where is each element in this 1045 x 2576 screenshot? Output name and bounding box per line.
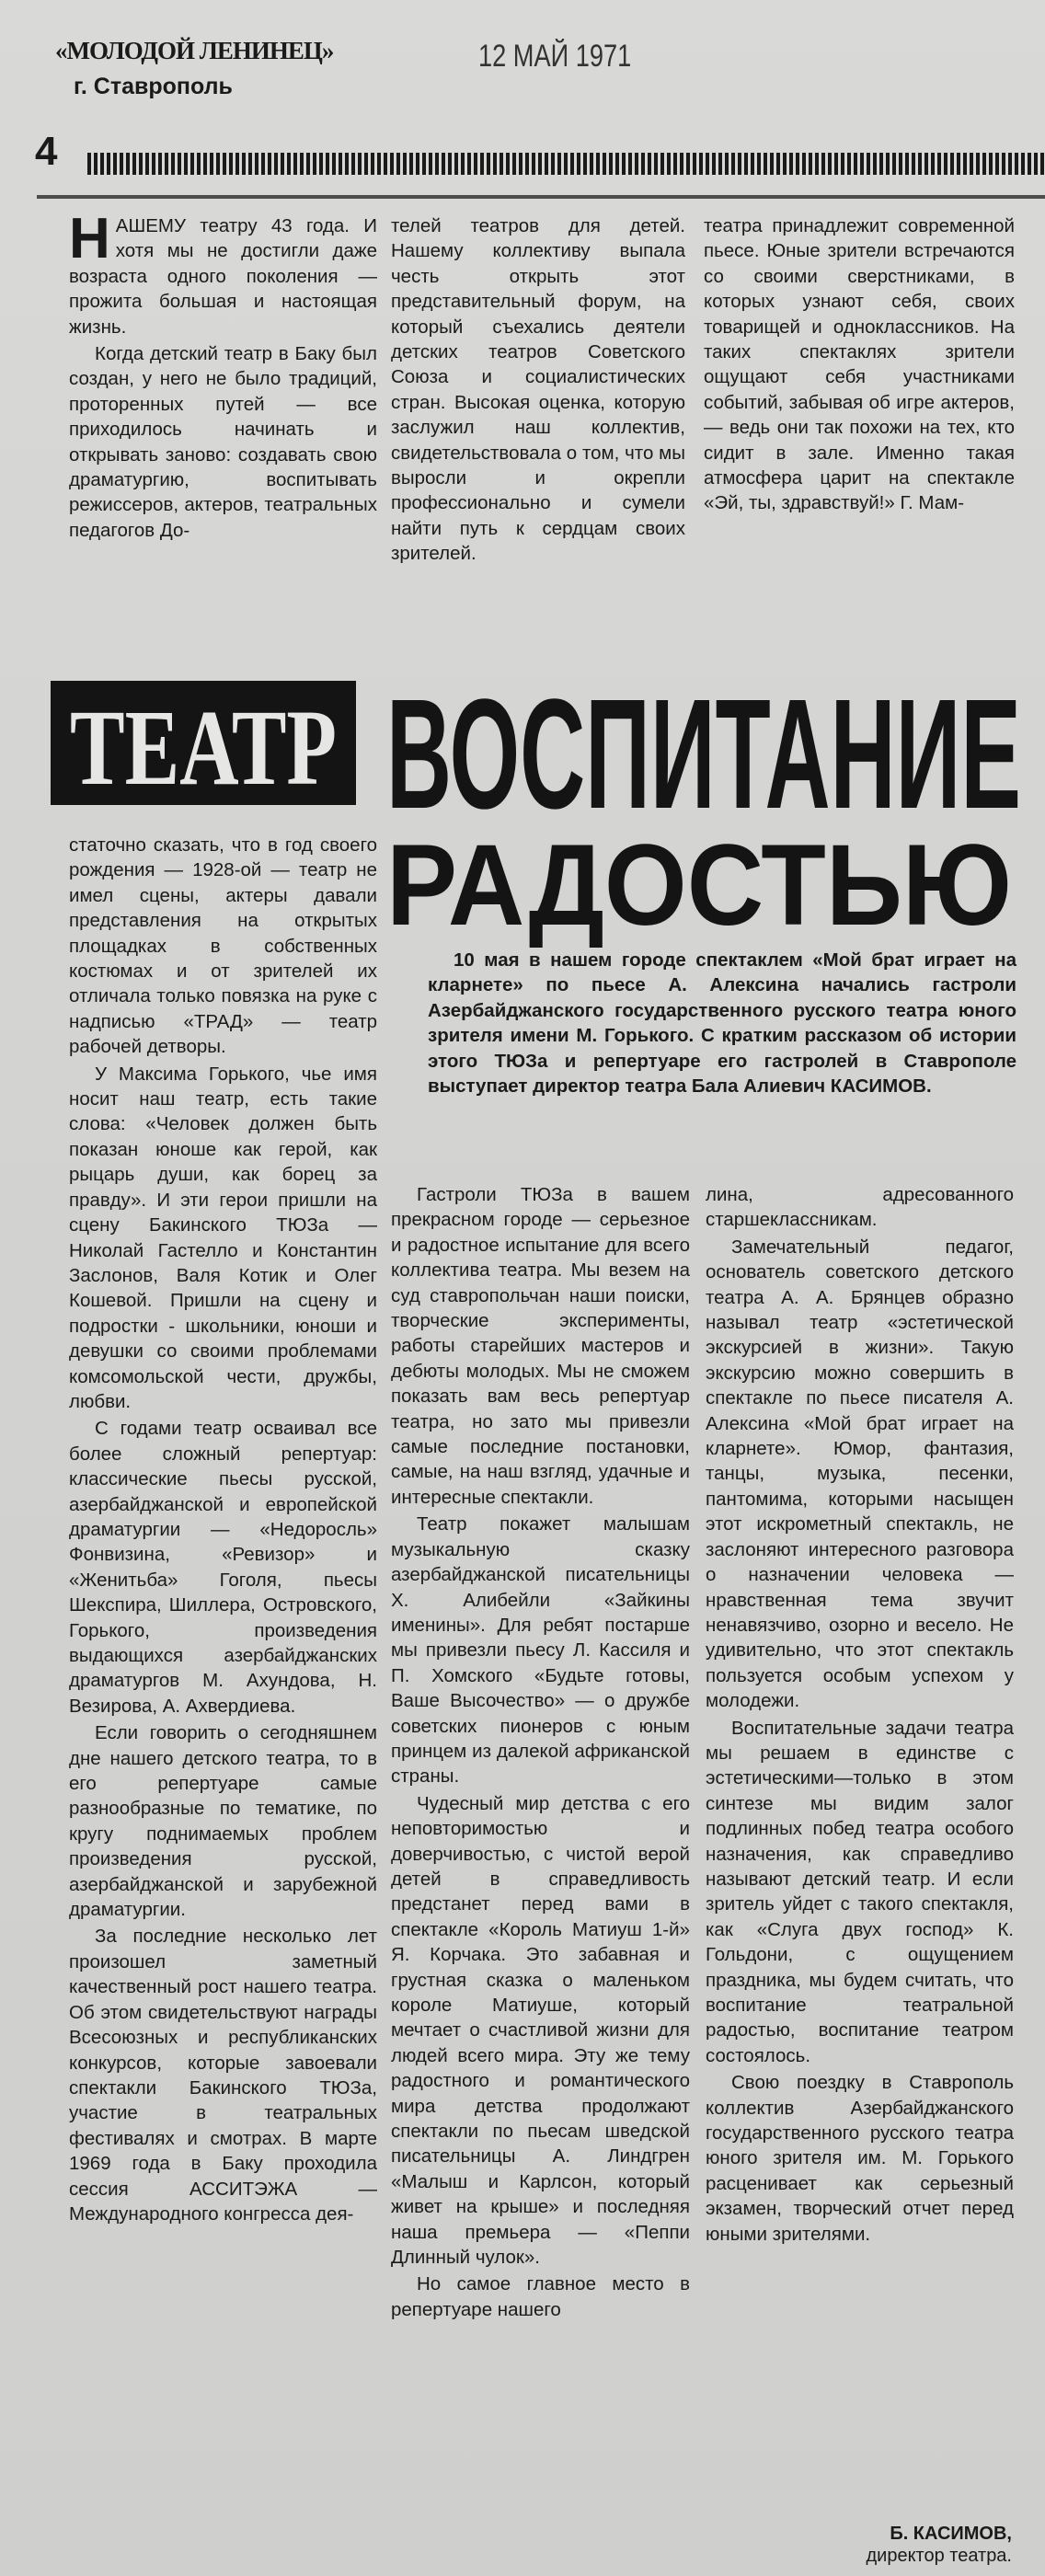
- column-left: [69, 833, 377, 2226]
- column-top-right: [704, 213, 1015, 516]
- paragraph: статочно сказать, что в год своего рождения — 1928-ой — театр не имел сцены, актеры давали представления на открытых площадках в собственных костюмах и от зрителей их отличала только повязка на руке с надписью «ТРАД» — театр рабочей детворы.: [69, 834, 377, 1058]
- paragraph: Свою поездку в Ставрополь коллектив Азербайджанского государственного русского театра юного зрителя им. М. Горького расценивает как серьезный экзамен, творческий отчет перед юными зрителями.: [706, 2072, 1014, 2245]
- paragraph: За последние несколько лет произошел заметный качественный рост нашего театра. Об этом свидетельствуют награды Всесоюзных и республиканских конкурсов, которые завоевали спектакли Бакинского ТЮЗа, участие в театральных фестивалях и смотрах. В марте 1969 года в Баку проходила сессия АССИТЭЖА — Международного конгресса дея-: [69, 1926, 377, 2225]
- author-signature: [754, 2523, 1012, 2567]
- paragraph: У Максима Горького, чье имя носит наш театр, есть такие слова: «Человек должен быть показан юноше как герой, как рыцарь души, как борец за правду». И эти герои пришли на сцену Бакинского ТЮЗа — Николай Гастелло и Константин Заслонов, Валя Котик и Олег Кошевой. Пришли на сцену и подростки - школьники, юноши и девушки со своими проблемами комсомольской чести, дружбы, любви.: [69, 1063, 377, 1412]
- paragraph: лина, адресованного старшеклассникам.: [706, 1184, 1014, 1231]
- column-right: [706, 1182, 1014, 2247]
- column-top-left: [69, 207, 377, 543]
- paragraph: Если говорить о сегодняшнем дне нашего детского театра, то в его репертуаре самые разнообразные по тематике, по кругу поднимаемых проблем произведения русской, азербайджанской и зарубежной драматургии.: [69, 1722, 377, 1921]
- paragraph: Театр покажет малышам музыкальную сказку азербайджанской писательницы Х. Алибейли «Зайкины именины». Для ребят постарше мы привезли пьесу Л. Кассиля и П. Хомского «Будьте готовы, Ваше Высочество» — о дружбе советских пионеров с юным принцем из далекой африканской страны.: [391, 1513, 690, 1788]
- paragraph: Воспитательные задачи театра мы решаем в единстве с эстетическими—только в этом синтезе мы видим залог подлинных побед театра особого назначения, как справедливо называют детский театр. И если зритель уйдет с такого спектакля, как «Слуга двух господ» К. Гольдони, с ощущением праздника, мы будем считать, что воспитание театральной радостью, воспитание театром состоялось.: [706, 1717, 1014, 2066]
- paragraph: Чудесный мир детства с его неповторимостью и доверчивостью, с чистой верой детей в справедливость предстанет перед вами в спектакле «Король Матиуш 1-й» Я. Корчака. Это забавная и грустная сказка о маленьком короле Матиуше, который мечтает о счастливой жизни для людей всего мира. Эту же тему радостного и романтического мира детства продолжают спектакли по пьесам шведской писательницы А. Линдгрен «Малыш и Карлсон, который живет на крыше» и последняя наша премьера — «Пеппи Длинный чулок».: [391, 1792, 690, 2269]
- date-stamp: 12 МАЙ 1971: [478, 39, 632, 74]
- column-top-middle: [391, 213, 685, 567]
- paragraph: Но самое главное место в репертуаре нашего: [391, 2273, 690, 2320]
- paragraph: Замечательный педагог, основатель советского детского театра А. А. Брянцев образно называл театр «эстетической экскурсией в жизни». Такую экскурсию можно совершить в спектакле по пьесе писателя А. Алексина «Мой брат играет на кларнете». Юмор, фантазия, танцы, музыка, песенки, пантомима, которыми насыщен этот искрометный спектакль, не заслоняют интересного разговора о назначении человека — нравственная тема звучит ненавязчиво, озорно и весело. Не удивительно, что этот спектакль пользуется особым успехом у молодежи.: [706, 1236, 1014, 1712]
- author-role: директор театра.: [866, 2546, 1012, 2566]
- headline: [385, 667, 1028, 949]
- author-name: Б. КАСИМОВ,: [890, 2524, 1012, 2544]
- paragraph: Гастроли ТЮЗа в вашем прекрасном городе — серьезное и радостное испытание для всего коллектива театра. Мы везем на суд ставропольчан наши поиски, творческие эксперименты, работы старейших мастеров и дебюты молодых. Мы не сможем показать вам весь репертуар театра, но зато мы привезли самые последние постановки, самые, на наш взгляд, удачные и интересные спектакли.: [391, 1184, 690, 1508]
- paragraph: [69, 207, 377, 339]
- drop-cap: Н: [69, 207, 110, 270]
- page-number: 4: [35, 129, 58, 174]
- divider: [37, 195, 1045, 199]
- dotted-rule: [87, 153, 1045, 175]
- paragraph: С годами театр осваивал все более сложный репертуар: классические пьесы русской, азербайджанской и европейской драматургии — «Недоросль» Фонвизина, «Ревизор» и «Женитьба» Гоголя, пьесы Шекспира, Шиллера, Островского, Горького, произведения выдающихся азербайджанских драматургов М. Ахундова, Н. Везирова, А. Ахвердиева.: [69, 1418, 377, 1717]
- paragraph: телей театров для детей. Нашему коллективу выпала честь открыть этот представительный форум, на который съехались деятели детских театров Советского Союза и социалистических стран. Высокая оценка, которую заслужил наш коллектив, свидетельствовала о том, что мы выросли и окрепли профессионально и сумели найти путь к сердцам своих зрителей.: [391, 215, 685, 565]
- headline-line-2: РАДОСТЬЮ: [386, 822, 1012, 949]
- rubric-badge: [51, 681, 356, 808]
- newspaper-name: «МОЛОДОЙ ЛЕНИНЕЦ»: [55, 37, 334, 64]
- paragraph-text: АШЕМУ театру 43 года. И хотя мы не достигли даже возраста одного поколения — прожита большая и настоящая жизнь.: [69, 215, 377, 338]
- city-label: г. Ставрополь: [74, 74, 233, 99]
- headline-line-1: ВОСПИТАНИЕ: [386, 667, 1021, 842]
- lead-paragraph: 10 мая в нашем городе спектаклем «Мой брат играет на кларнете» по пьесе А. Алексина начались гастроли Азербайджанского государственного русского театра юного зрителя имени М. Горького. С кратким рассказом об истории этого ТЮЗа и репертуаре его гастролей в Ставрополе выступает директор театра Бала Алиевич КАСИМОВ.: [428, 949, 1016, 1098]
- paragraph: театра принадлежит современной пьесе. Юные зрители встречаются со своими сверстниками, в которых узнают себя, своих товарищей и одноклассников. На таких спектаклях зрители ощущают себя участниками событий, забывая об игре актеров, — ведь они так похожи на тех, кто сидит в зале. Именно такая атмосфера царит на спектакле «Эй, ты, здравствуй!» Г. Мам-: [704, 215, 1015, 514]
- paragraph: Когда детский театр в Баку был создан, у него не было традиций, проторенных путей — все приходилось начинать и открывать заново: создавать свою драматургию, воспитывать режиссеров, актеров, театральных педагогов До-: [69, 343, 377, 541]
- rubric-text: ТЕАТР: [70, 687, 337, 808]
- column-middle: [391, 1182, 690, 2322]
